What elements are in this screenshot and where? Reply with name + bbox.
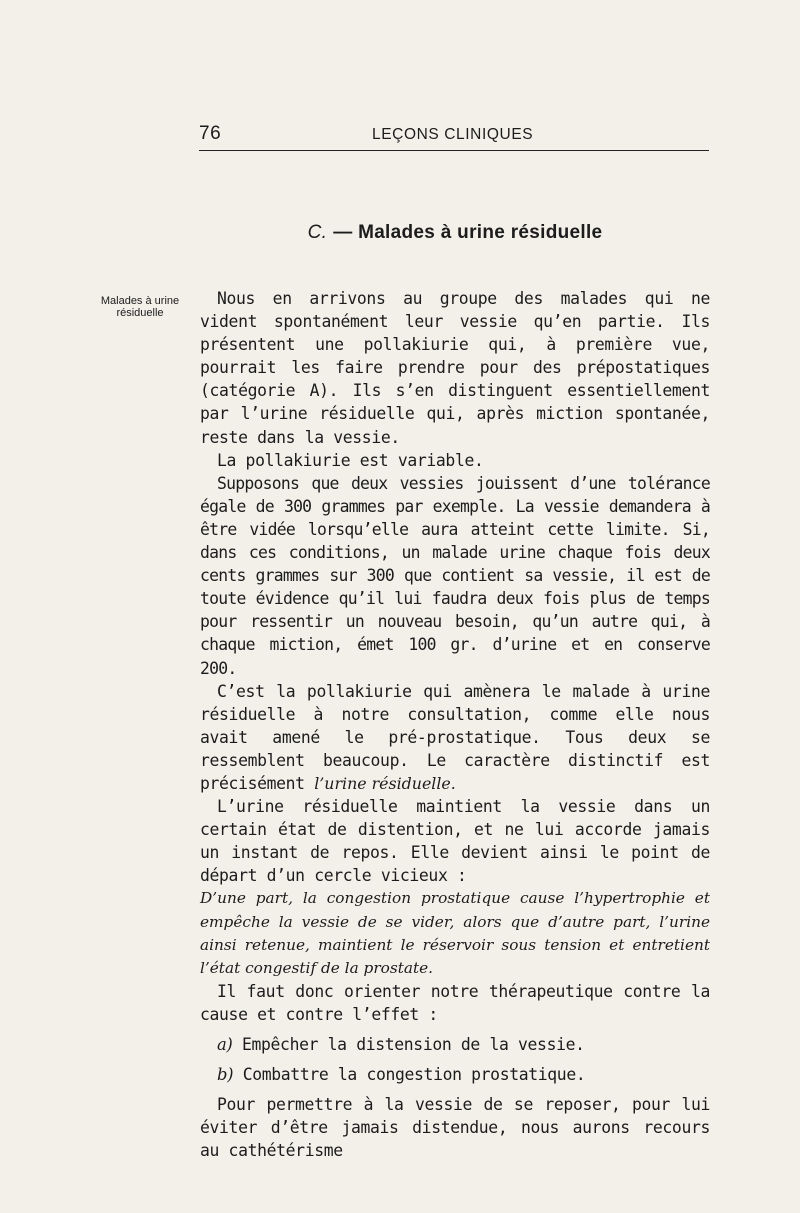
header-rule — [199, 150, 709, 151]
list-item-a — [200, 1033, 710, 1056]
section-heading — [200, 222, 710, 244]
paragraph-therapy: Il faut donc orienter notre thérapeutique contre la cause et contre l’effet : — [200, 981, 710, 1024]
list-item-b — [200, 1063, 710, 1086]
page-number: 76 — [199, 123, 222, 144]
section-letter: C. — [307, 222, 328, 243]
paragraph-example: Supposons que deux vessies jouissent d’une tolérance égale de 300 grammes par exemple. La vessie demandera à être vidée lorsqu’elle aura atteint cette limite. Si, dans ces conditions, un malade urine chaque fois deux cents grammes sur 300 que contient sa vessie, il est de toute évidence qu’il lui faudra deux fois plus de temps pour ressentir un nouveau besoin, qu’un autre qui, à chaque miction, émet 100 gr. d’urine et en conserve 200. — [200, 473, 710, 678]
paragraph-catheterism: Pour permettre à la vessie de se reposer, pour lui éviter d’être jamais distendue, nous aurons recours au cathétérisme — [200, 1095, 710, 1161]
section-title: — Malades à urine résiduelle — [333, 222, 603, 243]
margin-note — [86, 295, 194, 319]
paragraph-consultation — [200, 680, 710, 795]
paragraph-distention: L’urine résiduelle maintient la vessie dans un certain état de distention, et ne lui accorde jamais un instant de repos. Elle devient ainsi le point de départ d’un cercle vicieux : — [200, 797, 710, 886]
residual-urine-emphasis: l’urine résiduelle. — [314, 773, 456, 793]
margin-note-line-2: résiduelle — [116, 307, 164, 319]
list-text-a: Empêcher la distension de la vessie. — [232, 1035, 585, 1054]
list-text-b: Combattre la congestion prostatique. — [233, 1065, 586, 1085]
running-title: LEÇONS CLINIQUES — [372, 126, 534, 143]
paragraph-vicious-circle: D’une part, la congestion prostatique cause l’hypertrophie et empêche la vessie de se vider, alors que d’autre part, l’urine ainsi retenue, maintient le réservoir sous tension et entretient l’état congestif de la prostate. — [200, 889, 710, 977]
margin-note-line-1: Malades à urine — [100, 295, 180, 307]
list-marker-a: a) — [217, 1035, 233, 1054]
paragraph-variable: La pollakiurie est variable. — [217, 450, 484, 470]
body-text — [200, 287, 710, 1162]
paragraph-consultation-text: C’est la pollakiurie qui amènera le malade à urine résiduelle à notre consultation, comme elle nous avait amené le pré-prostatique. Tous deux se ressemblent beaucoup. Le caractère distinctif est précisément — [200, 681, 710, 793]
paragraph-intro: Nous en arrivons au groupe des malades qui ne vident spontanément leur vessie qu’en partie. Ils présentent une pollakiurie qui, à première vue, pourrait les faire prendre pour des prépostatiques (catégorie A). Ils s’en distinguent essentiellement par l’urine résiduelle qui, après miction spontanée, reste dans la vessie. — [200, 289, 710, 447]
list-marker-b: b) — [217, 1065, 234, 1085]
